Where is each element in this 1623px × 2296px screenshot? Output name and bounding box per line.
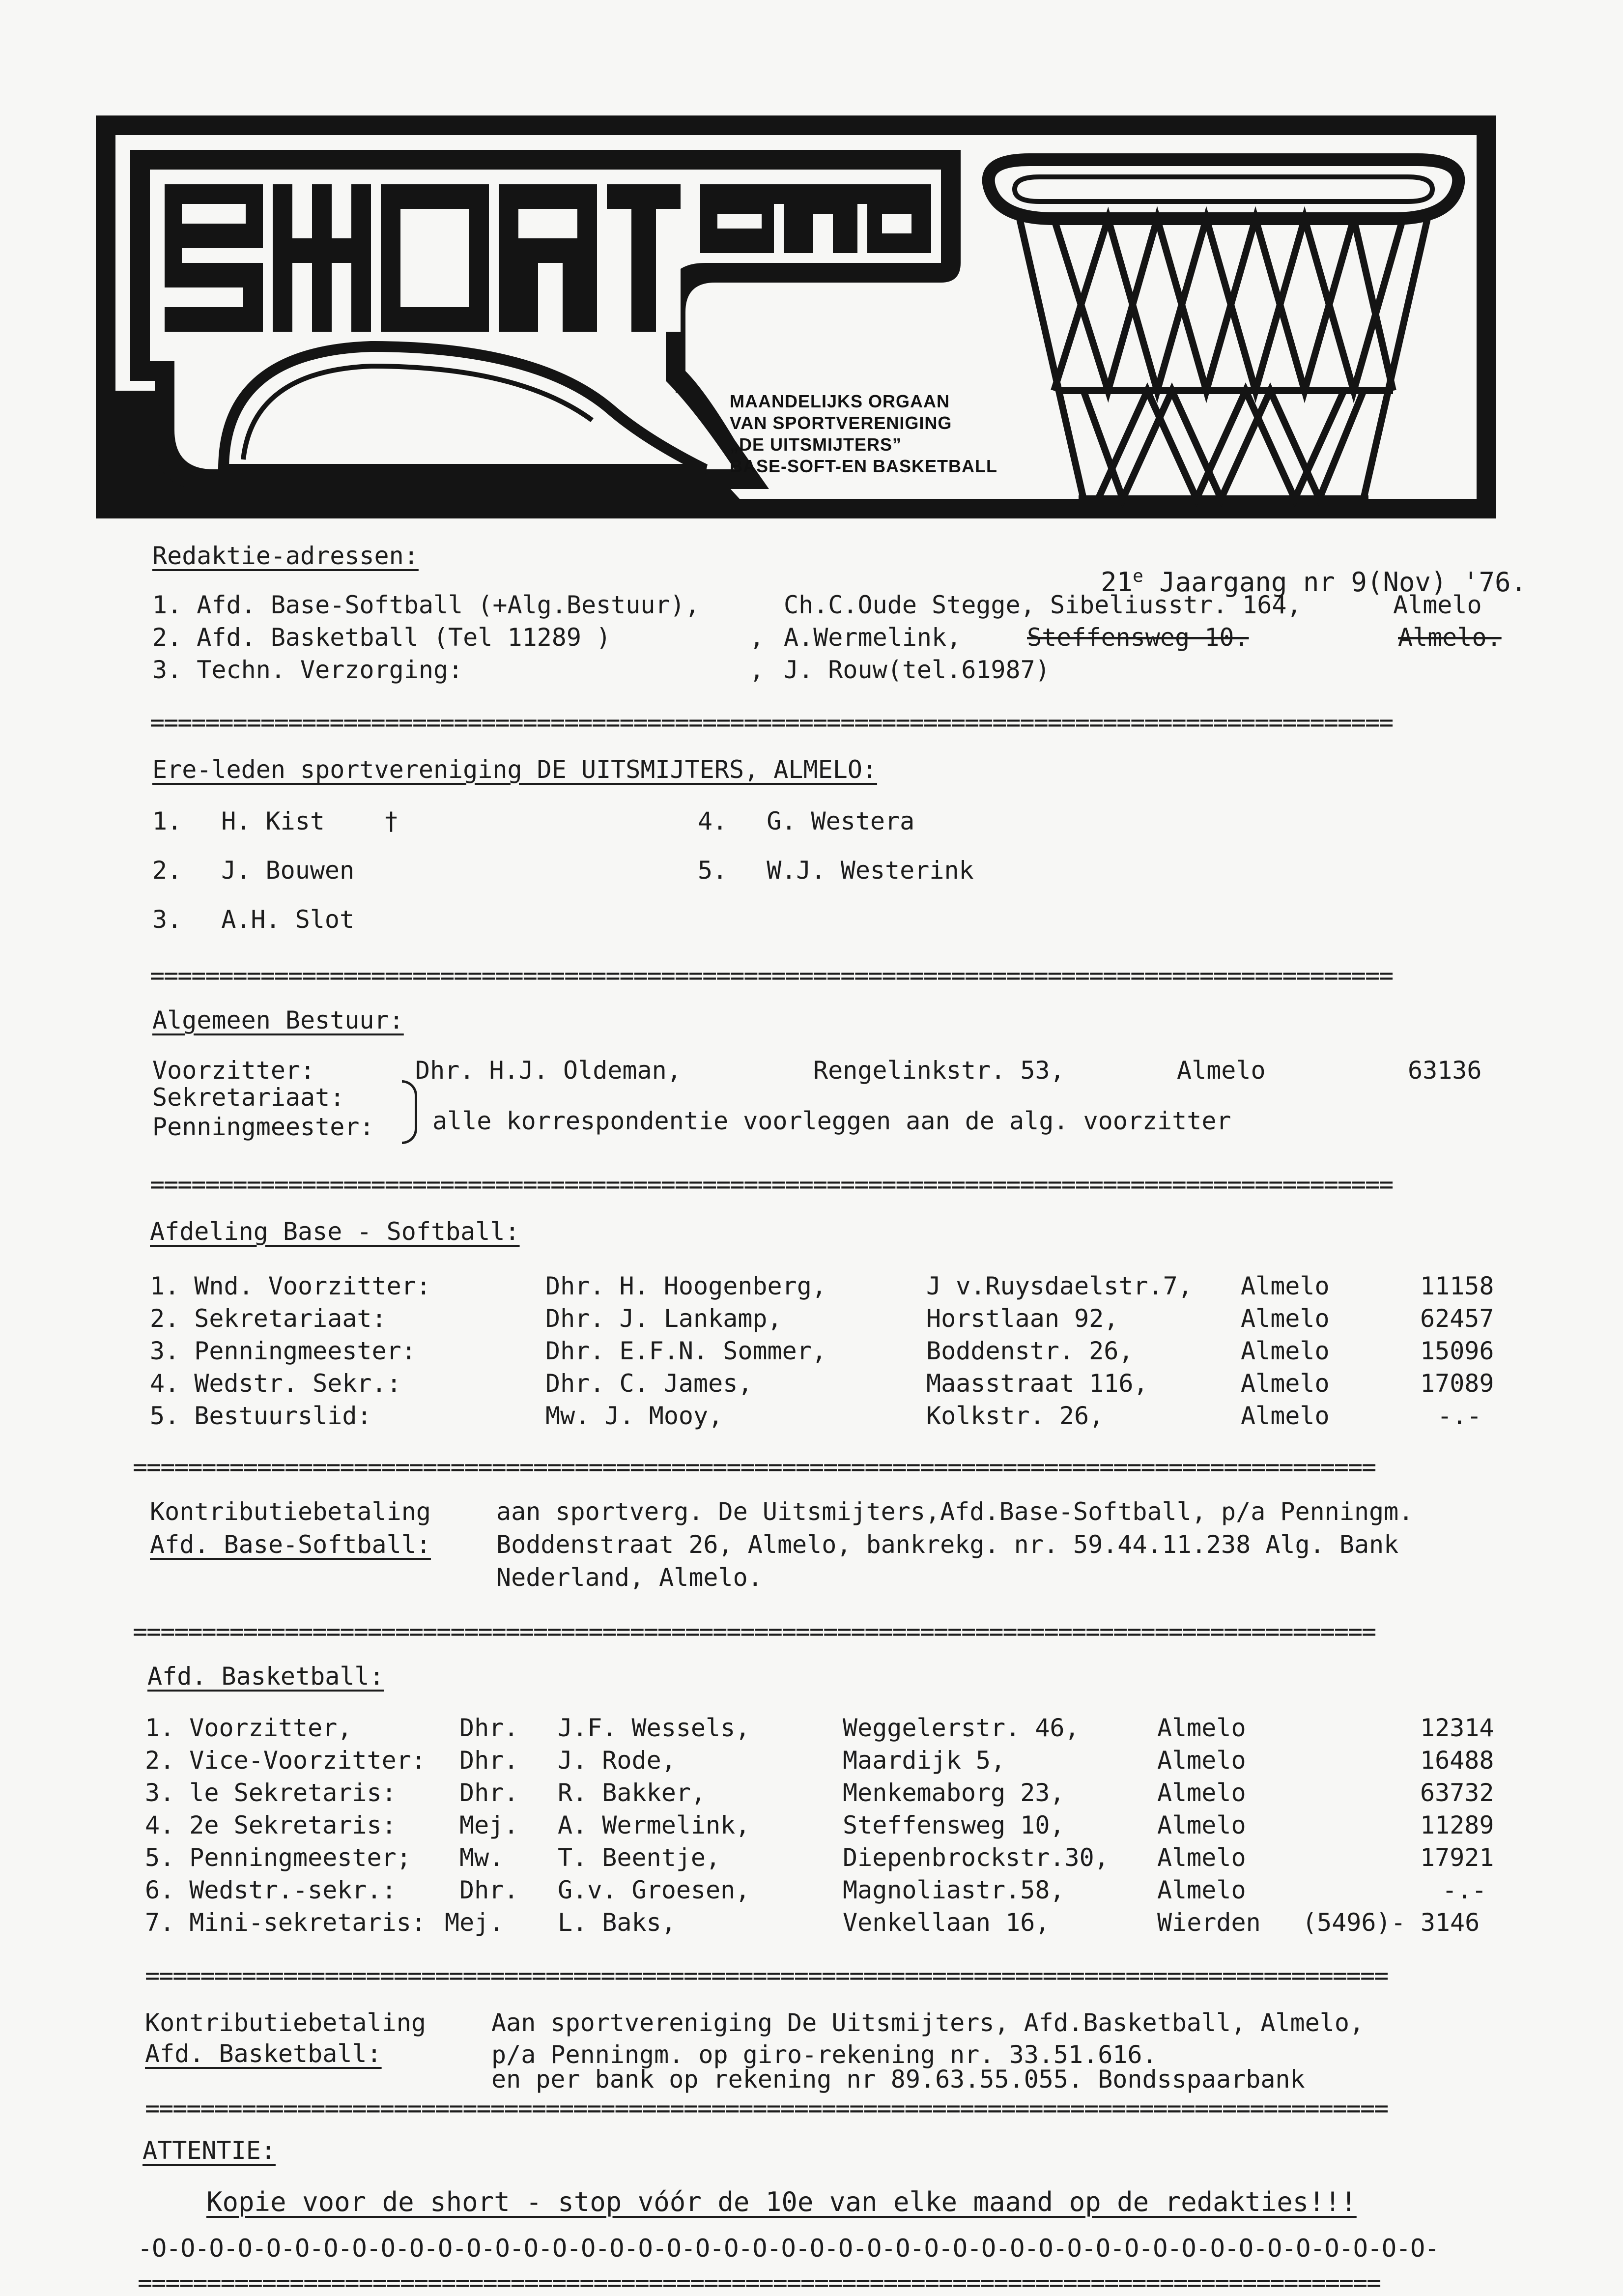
title: Dhr.	[459, 1876, 519, 1904]
bestuur-voorzitter-label: Voorzitter:	[152, 1056, 315, 1085]
title: Dhr.	[459, 1779, 519, 1807]
role: 6. Wedstr.-sekr.:	[145, 1876, 397, 1904]
phone: 17921	[1420, 1843, 1494, 1872]
separator: ==========================================================================================	[145, 2094, 1388, 2123]
redaktie-row-3-label: 3. Techn. Verzorging:	[152, 656, 463, 684]
street: Menkemaborg 23,	[843, 1779, 1065, 1807]
basketball-heading: Afd. Basketball:	[147, 1662, 384, 1691]
kontributie-base-line: Boddenstraat 26, Almelo, bankrekg. nr. 59.44.11.238 Alg. Bank	[496, 1530, 1399, 1559]
separator: ==========================================================================================	[133, 1453, 1376, 1481]
role: 4. 2e Sekretaris:	[145, 1811, 397, 1839]
kontributie-basket-line: p/a Penningm. op giro-rekening nr. 33.51.616.	[491, 2040, 1157, 2069]
street: Venkellaan 16,	[843, 1908, 1050, 1937]
title: Dhr.	[459, 1746, 519, 1775]
erelid-item	[698, 855, 974, 886]
attentie-heading: ATTENTIE:	[142, 2136, 276, 2165]
redaktie-row-2-label: 2. Afd. Basketball (Tel 11289 )	[152, 623, 611, 652]
street: Weggelerstr. 46,	[843, 1714, 1080, 1742]
separator: ==========================================================================================	[138, 2268, 1381, 2296]
issue-prefix: 21	[1101, 567, 1133, 598]
bestuur-voorzitter-phone: 63136	[1408, 1056, 1482, 1085]
city: Almelo	[1241, 1369, 1330, 1398]
city: Almelo	[1157, 1876, 1246, 1904]
title: Mej.	[445, 1908, 504, 1937]
title: Dhr.	[459, 1714, 519, 1742]
role: 7. Mini-sekretaris:	[145, 1908, 426, 1937]
redaktie-row-2-name: A.Wermelink,	[784, 623, 962, 652]
title: Mw.	[459, 1843, 504, 1872]
subtitle-line: VAN SPORTVERENIGING	[730, 413, 952, 433]
name: T. Beentje,	[558, 1843, 721, 1872]
street: Horstlaan 92,	[926, 1304, 1119, 1333]
name: Mw. J. Mooy,	[545, 1402, 723, 1430]
name: G.v. Groesen,	[558, 1876, 750, 1904]
street: Kolkstr. 26,	[926, 1402, 1104, 1430]
street: J v.Ruysdaelstr.7,	[926, 1272, 1193, 1300]
role: 5. Bestuurslid:	[150, 1402, 372, 1430]
redaktie-row-1-label: 1. Afd. Base-Softball (+Alg.Bestuur),	[152, 591, 700, 619]
redaktie-row-1-name: Ch.C.Oude Stegge, Sibeliusstr. 164,	[784, 591, 1302, 619]
subtitle-line: BASE-SOFT-EN BASKETBALL	[730, 456, 997, 476]
separator: ==========================================================================================	[133, 1617, 1376, 1646]
erelid-num: 3.	[152, 905, 182, 934]
role: 5. Penningmeester;	[145, 1843, 411, 1872]
footer-line: -O-O-O-O-O-O-O-O-O-O-O-O-O-O-O-O-O-O-O-O-O-O-O-O-O-O-O-O-O-O-O-O-O-O-O-O-O-O-O-O-O-O-O-O-O-	[138, 2234, 1439, 2263]
city: Almelo	[1241, 1304, 1330, 1333]
role: 1. Voorzitter,	[145, 1714, 352, 1742]
city: Almelo	[1157, 1714, 1246, 1742]
city: Almelo	[1157, 1811, 1246, 1839]
separator: ==========================================================================================	[150, 708, 1393, 737]
name: J.F. Wessels,	[558, 1714, 750, 1742]
kontributie-basket-line: en per bank op rekening nr 89.63.55.055. Bondsspaarbank	[491, 2065, 1305, 2094]
table-row	[150, 1271, 431, 1301]
role: 2. Vice-Voorzitter:	[145, 1746, 426, 1775]
erelid-num: 5.	[698, 856, 728, 885]
title: Mej.	[459, 1811, 519, 1839]
street: Diepenbrockstr.30,	[843, 1843, 1109, 1872]
erelid-name: A.H. Slot	[221, 905, 355, 934]
redaktie-row-2-street: Steffensweg 10.	[1027, 623, 1249, 652]
bestuur-note: alle korrespondentie voorleggen aan de alg. voorzitter	[432, 1107, 1231, 1135]
role: 1. Wnd. Voorzitter:	[150, 1272, 431, 1300]
name: Dhr. C. James,	[545, 1369, 753, 1398]
kontributie-basket-line: Aan sportvereniging De Uitsmijters, Afd.Basketball, Almelo,	[491, 2009, 1365, 2037]
subtitle-line: „DE UITSMIJTERS”	[730, 434, 902, 455]
name: J. Rode,	[558, 1746, 676, 1775]
redaktie-heading: Redaktie-adressen:	[152, 542, 419, 570]
deceased-cross-icon: †	[383, 807, 399, 835]
bestuur-voorzitter-name: Dhr. H.J. Oldeman,	[415, 1056, 682, 1085]
street: Steffensweg 10,	[843, 1811, 1065, 1839]
street: Magnoliastr.58,	[843, 1876, 1065, 1904]
erelid-num: 2.	[152, 856, 182, 885]
bestuur-sekretariaat-label: Sekretariaat:	[152, 1083, 345, 1112]
city: Almelo	[1157, 1779, 1246, 1807]
ereleden-heading: Ere-leden sportvereniging DE UITSMIJTERS, ALMELO:	[152, 755, 878, 784]
erelid-item	[152, 855, 354, 886]
phone: 17089	[1420, 1369, 1494, 1398]
phone: (5496)- 3146	[1302, 1908, 1480, 1937]
erelid-name: G. Westera	[767, 807, 915, 835]
role: 2. Sekretariaat:	[150, 1304, 387, 1333]
masthead	[96, 115, 1496, 518]
city: Almelo	[1241, 1272, 1330, 1300]
phone: 12314	[1420, 1714, 1494, 1742]
erelid-item	[152, 806, 399, 836]
phone: -.-	[1437, 1402, 1482, 1430]
kontributie-base-line: aan sportverg. De Uitsmijters,Afd.Base-Softball, p/a Penningm.	[496, 1497, 1414, 1526]
role: 4. Wedstr. Sekr.:	[150, 1369, 401, 1398]
kontributie-base-label2: Afd. Base-Softball:	[150, 1530, 431, 1559]
base-softball-heading: Afdeling Base - Softball:	[150, 1217, 520, 1246]
phone: 11289	[1420, 1811, 1494, 1839]
kontributie-basket-label1: Kontributiebetaling	[145, 2009, 426, 2037]
erelid-num: 1.	[152, 807, 182, 835]
issue-sup: e	[1133, 566, 1143, 586]
redaktie-row-3-comma: ,	[749, 656, 765, 684]
attentie-text: Kopie voor de short - stop vóór de 10e van elke maand op de redakties!!!	[206, 2186, 1357, 2217]
erelid-name: W.J. Westerink	[767, 856, 974, 885]
kontributie-base-line: Nederland, Almelo.	[496, 1563, 763, 1592]
phone: 15096	[1420, 1337, 1494, 1365]
city: Almelo	[1241, 1337, 1330, 1365]
name: Dhr. J. Lankamp,	[545, 1304, 782, 1333]
redaktie-row-2-city: Almelo.	[1398, 623, 1502, 652]
name: Dhr. E.F.N. Sommer,	[545, 1337, 826, 1365]
redaktie-row-2-comma: ,	[749, 623, 765, 652]
street: Maardijk 5,	[843, 1746, 1006, 1775]
bestuur-heading: Algemeen Bestuur:	[152, 1006, 404, 1034]
bracket-icon	[402, 1080, 417, 1144]
phone: 62457	[1420, 1304, 1494, 1333]
erelid-name: J. Bouwen	[221, 856, 355, 885]
masthead-subtitle	[730, 391, 997, 477]
erelid-num: 4.	[698, 807, 728, 835]
bestuur-voorzitter-street: Rengelinkstr. 53,	[813, 1056, 1065, 1085]
name: L. Baks,	[558, 1908, 676, 1937]
issue-text: Jaargang nr 9(Nov) '76.	[1143, 567, 1527, 598]
subtitle-line: MAANDELIJKS ORGAAN	[730, 391, 950, 411]
bestuur-penningmeester-label: Penningmeester:	[152, 1113, 374, 1141]
phone: 63732	[1420, 1779, 1494, 1807]
street: Maasstraat 116,	[926, 1369, 1148, 1398]
separator: ==========================================================================================	[150, 1170, 1393, 1199]
erelid-item	[698, 806, 914, 836]
phone: 11158	[1420, 1272, 1494, 1300]
city: Wierden	[1157, 1908, 1261, 1937]
redaktie-row-3-name: J. Rouw(tel.61987)	[784, 656, 1050, 684]
city: Almelo	[1241, 1402, 1330, 1430]
erelid-name: H. Kist	[221, 807, 325, 835]
name: A. Wermelink,	[558, 1811, 750, 1839]
city: Almelo	[1157, 1843, 1246, 1872]
city: Almelo	[1157, 1746, 1246, 1775]
kontributie-basket-label2: Afd. Basketball:	[145, 2039, 382, 2068]
phone: -.-	[1442, 1876, 1487, 1904]
erelid-item	[152, 904, 354, 935]
separator: ==========================================================================================	[145, 1961, 1388, 1990]
bestuur-voorzitter-city: Almelo	[1177, 1056, 1266, 1085]
role: 3. le Sekretaris:	[145, 1779, 397, 1807]
issue-line	[1069, 531, 1527, 598]
role: 3. Penningmeester:	[150, 1337, 416, 1365]
street: Boddenstr. 26,	[926, 1337, 1134, 1365]
phone: 16488	[1420, 1746, 1494, 1775]
kontributie-base-label1: Kontributiebetaling	[150, 1497, 431, 1526]
name: R. Bakker,	[558, 1779, 706, 1807]
separator: ==========================================================================================	[150, 961, 1393, 990]
redaktie-row-1-city: Almelo	[1393, 591, 1482, 619]
name: Dhr. H. Hoogenberg,	[545, 1272, 826, 1300]
